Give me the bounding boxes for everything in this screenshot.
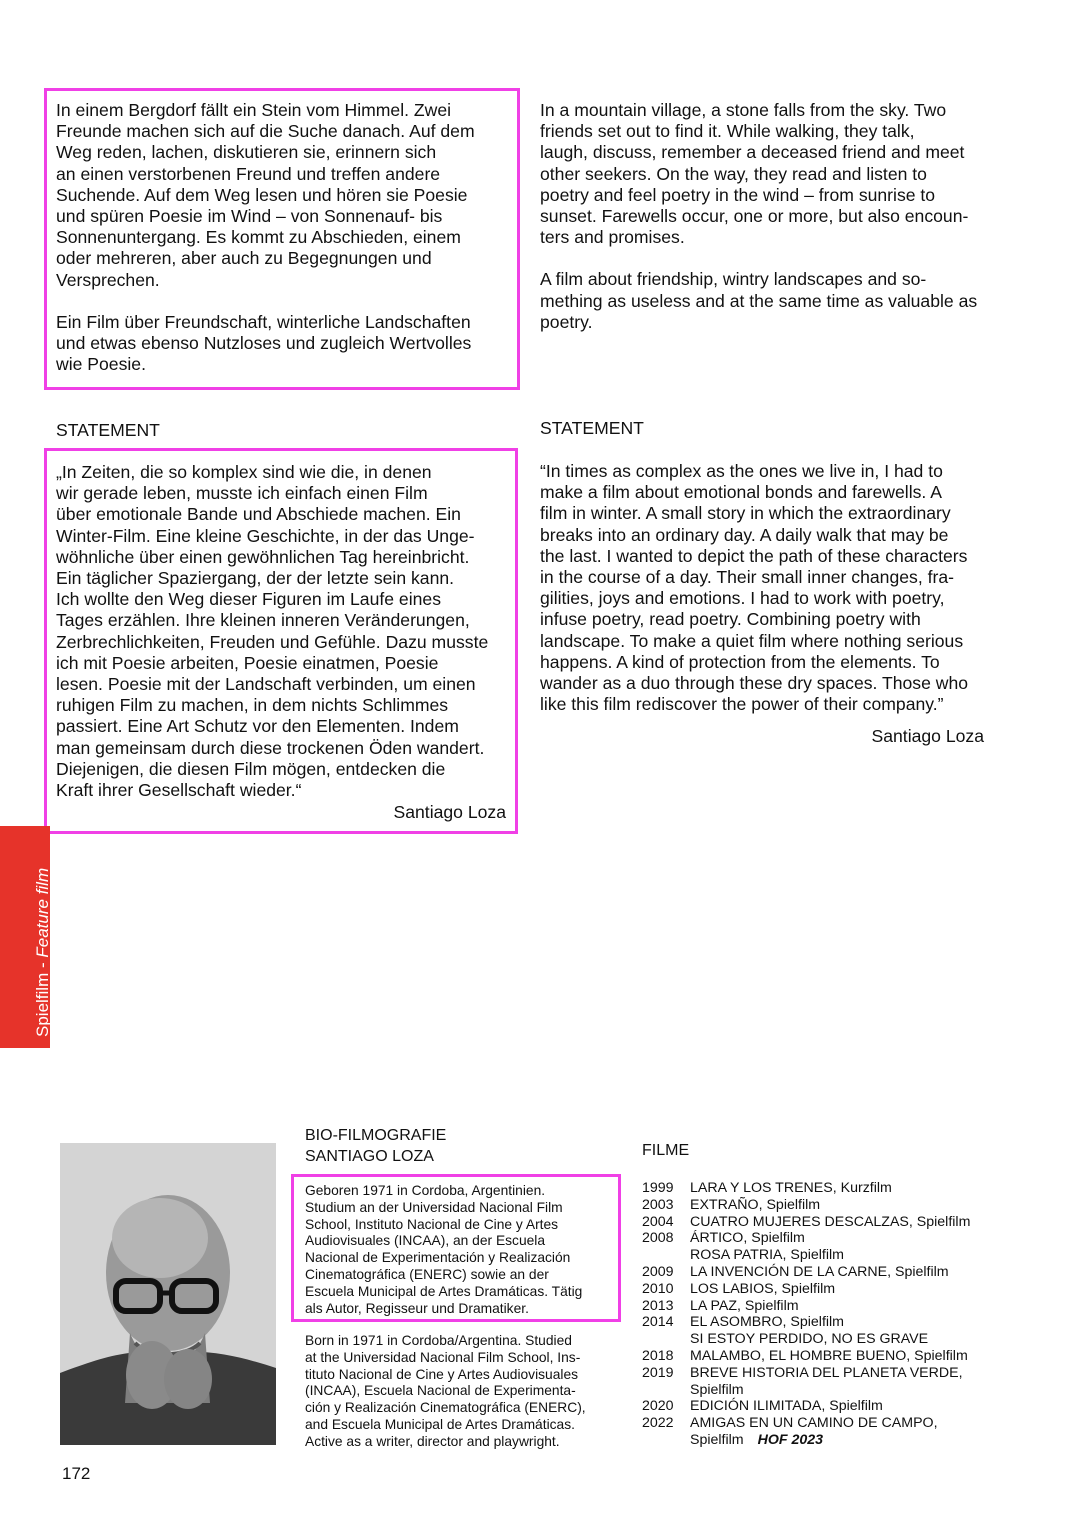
statement-de-signature: Santiago Loza [393, 802, 506, 823]
sidebar-label-de: Spielfilm - [33, 957, 52, 1037]
festival-badge: HOF 2023 [757, 1431, 824, 1448]
filmography-title: ÁRTICO, Spielfilm [690, 1230, 805, 1247]
filmography-year [642, 1247, 690, 1264]
filmography-item [642, 1348, 970, 1365]
filmography-title: LARA Y LOS TRENES, Kurzfilm [690, 1180, 892, 1196]
section-sidebar-label [33, 868, 53, 1037]
filmography-item [642, 1365, 970, 1382]
filmography-year [642, 1382, 690, 1399]
filmography-year: 2020 [642, 1398, 674, 1415]
bio-heading-line-2: SANTIAGO LOZA [305, 1148, 434, 1165]
filmography-year: 2022 [642, 1415, 674, 1432]
filmography-title: BREVE HISTORIA DEL PLANETA VERDE, [690, 1364, 963, 1381]
filmography-item [642, 1197, 970, 1214]
filmography-year: 2010 [642, 1280, 674, 1297]
synopsis-en-paragraph-1: In a mountain village, a stone falls from the sky. Two friends set out to find it. While walking, they talk, laugh, discuss, remember a deceased friend and meet other seekers. On the way, they read and listen to poetry and feel poetry in the wind – from sunrise to sunset. Farewells occur, one or more, but also encoun- ters and promises. [540, 100, 969, 248]
filmography-title: LA PAZ, Spielfilm [690, 1297, 799, 1314]
statement-en [540, 461, 984, 747]
filmography-item [642, 1398, 970, 1415]
statement-de-text: „In Zeiten, die so komplex sind wie die, in denen wir gerade leben, musste ich einfach einen Film über emotionale Bande und Abschiede machen. Ein Winter-Film. Eine kleine Geschichte, in der das Unge- wöhnliche über einen gewöhnlichen Tag hereinbricht. Ein täglicher Spaziergang, der der letzte sein kann. Ich wollte den Weg dieser Figuren im Laufe eines Tages erzählen. Ihre kleinen inneren Veränderungen, Zerbrechlichkeiten, Freuden und Gefühle. Dazu musste ich mit Poesie arbeiten, Poesie einatmen, Poesie lesen. Poesie mit der Landschaft verbinden, um einen ruhigen Film zu machen, in dem nichts Schlimmes passiert. Eine Art Schutz vor den Elementen. Indem man gemeinsam durch diese trockenen Öden wandert. Diejenigen, die diesen Film mögen, entdecken die Kraft ihrer Gesellschaft wieder.“ [56, 462, 489, 801]
synopsis-de [56, 100, 516, 375]
filmography-year: 2018 [642, 1347, 674, 1364]
filmography-item [642, 1264, 970, 1281]
filmography-title: Spielfilm [690, 1431, 744, 1448]
filmography-item [642, 1281, 970, 1298]
filmography-title: AMIGAS EN UN CAMINO DE CAMPO, [690, 1415, 938, 1432]
synopsis-en [540, 100, 990, 333]
director-portrait [60, 1143, 276, 1445]
filmography-year [642, 1432, 690, 1449]
filmography-item [642, 1298, 970, 1315]
bio-heading-line-1: BIO-FILMOGRAFIE [305, 1127, 447, 1144]
filmography-list [642, 1180, 970, 1449]
statement-heading-de: STATEMENT [56, 420, 160, 440]
filmography-year: 2004 [642, 1213, 674, 1230]
bio-heading [305, 1125, 446, 1167]
filmography-title: EL ASOMBRO, Spielfilm [690, 1314, 845, 1331]
filmography-item [642, 1314, 970, 1331]
filmography-year: 2008 [642, 1230, 674, 1247]
filmography-title: SI ESTOY PERDIDO, NO ES GRAVE [690, 1331, 929, 1348]
statement-de [56, 462, 506, 823]
filmography-item [642, 1382, 970, 1399]
filmography-year [642, 1331, 690, 1348]
filmography-title: MALAMBO, EL HOMBRE BUENO, Spielfilm [690, 1347, 968, 1364]
bio-de-text: Geboren 1971 in Cordoba, Argentinien. Studium an der Universidad Nacional Film School, Instituto Nacional de Cine y Artes Audiovisuales (INCAA), an der Escuela Nacional de Experimentación y Realización Cinematográfica (ENERC) sowie an der Escuela Municipal de Artes Dramáticas. Tätig als Autor, Regisseur und Dramatiker. [305, 1183, 583, 1316]
sidebar-label-en: Feature film [33, 867, 52, 958]
filmography-item [642, 1214, 970, 1231]
filmography-title: Spielfilm [690, 1381, 744, 1398]
filmography-year: 2019 [642, 1364, 674, 1381]
statement-heading-en: STATEMENT [540, 418, 644, 438]
filmography-year: 2009 [642, 1263, 674, 1280]
statement-en-signature: Santiago Loza [871, 726, 984, 747]
synopsis-de-paragraph-2: Ein Film über Freundschaft, winterliche Landschaften und etwas ebenso Nutzloses und zugleich Wertvolles wie Poesie. [56, 311, 472, 375]
filmography-heading: FILME [642, 1142, 690, 1159]
page-number: 172 [62, 1464, 91, 1483]
filmography-year: 2013 [642, 1297, 674, 1314]
filmography-title: CUATRO MUJERES DESCALZAS, Spielfilm [690, 1213, 971, 1230]
statement-en-text: “In times as complex as the ones we live in, I had to make a film about emotional bonds and farewells. A film in winter. A small story in which the extraordinary breaks into an ordinary day. A daily walk that may be the last. I wanted to depict the path of these characters in the course of a day. Their small inner changes, fra- gilities, joys and emotions. I had to work with poetry, infuse poetry, read poetry. Combining poetry with landscape. To make a quiet film where nothing serious happens. A kind of protection from the elements. To wander as a duo through these dry spaces. Those who like this film rediscover the power of their company.” [540, 461, 969, 715]
filmography-year: 2003 [642, 1196, 674, 1213]
filmography-item [642, 1180, 970, 1197]
filmography-title: LA INVENCIÓN DE LA CARNE, Spielfilm [690, 1263, 949, 1280]
filmography-item [642, 1331, 970, 1348]
filmography-item [642, 1230, 970, 1247]
portrait-illustration [60, 1143, 276, 1445]
bio-en-text: Born in 1971 in Cordoba/Argentina. Studied at the Universidad Nacional Film School, Ins- tituto Nacional de Cine y Artes Audiovisuales (INCAA), Escuela Nacional de Experimenta- ción y Realización Cinematográfica (ENERC), and Escuela Municipal de Artes Dramáticas. Active as a writer, director and playwright. [305, 1333, 586, 1449]
filmography-title: LOS LABIOS, Spielfilm [690, 1280, 836, 1297]
synopsis-de-paragraph-1: In einem Bergdorf fällt ein Stein vom Himmel. Zwei Freunde machen sich auf die Suche danach. Auf dem Weg reden, lachen, diskutieren sie, erinnern sich an einen verstorbenen Freund und treffen andere Suchende. Auf dem Weg lesen und hören sie Poesie und spüren Poesie im Wind – von Sonnenauf- bis Sonnenuntergang. Es kommt zu Abschieden, einem oder mehreren, aber auch zu Begegnungen und Versprechen. [56, 100, 475, 290]
synopsis-en-paragraph-2: A film about friendship, wintry landscapes and so- mething as useless and at the same time as valuable as poetry. [540, 269, 978, 332]
filmography-title: EXTRAÑO, Spielfilm [690, 1196, 821, 1213]
filmography-title: EDICIÓN ILIMITADA, Spielfilm [690, 1398, 883, 1415]
filmography-item [642, 1415, 970, 1432]
filmography-item [642, 1247, 970, 1264]
filmography-year: 2014 [642, 1314, 674, 1331]
filmography-title: ROSA PATRIA, Spielfilm [690, 1247, 844, 1264]
filmography-item [642, 1432, 970, 1449]
filmography-year: 1999 [642, 1180, 674, 1196]
